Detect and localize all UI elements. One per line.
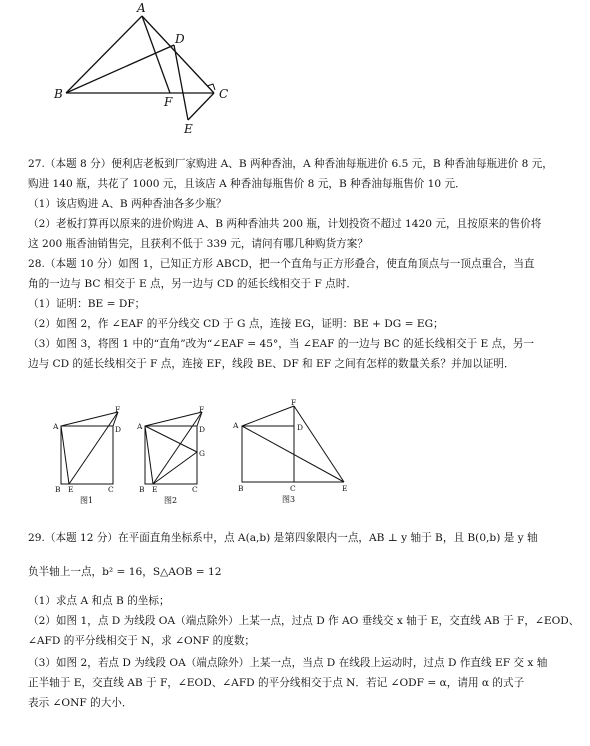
label-B: B bbox=[54, 87, 63, 101]
q28-line-5: （3）如图 3，将图 1 中的“直角”改为“∠EAF = 45°，当 ∠EAF 的一边与 BC 的延长线相交于 E 点，另一 bbox=[28, 338, 535, 350]
fig1-label-E: E bbox=[68, 485, 74, 494]
fig1-caption: 图1 bbox=[80, 496, 94, 505]
fig2-caption: 图2 bbox=[164, 496, 178, 505]
q29-line-4: （2）如图 1，点 D 为线段 OA（端点除外）上某一点，过点 D 作 AO 垂线交 x 轴于 E，交直线 AB 于 F，∠EOD、 bbox=[28, 615, 580, 627]
fig2-label-E: E bbox=[152, 485, 158, 494]
q28-line-1: 28.（本题 10 分）如图 1，已知正方形 ABCD，把一个直角与正方形叠合，使直角顶点与一顶点重合，当直 bbox=[28, 258, 535, 270]
q29-line-7: 正半轴于 E，交直线 AB 于 F，∠EOD、∠AFD 的平分线相交于点 N．若记 ∠ODF = α，请用 α 的式子 bbox=[28, 677, 525, 689]
label-E: E bbox=[184, 122, 193, 136]
q27-line-2: 购进 140 瓶，共花了 1000 元，且该店 A 种香油每瓶售价 8 元，B 种香油每瓶售价 10 元． bbox=[28, 178, 466, 190]
fig1-label-A: A bbox=[53, 422, 59, 431]
q29-line-2: 负半轴上一点，b² = 16，S△AOB = 12 bbox=[28, 566, 222, 578]
q29-line-5: ∠AFD 的平分线相交于 N，求 ∠ONF 的度数； bbox=[28, 635, 256, 647]
q27-line-1: 27.（本题 8 分）便利店老板到厂家购进 A、B 两种香油，A 种香油每瓶进价 6.5 元，B 种香油每瓶进价 8 元， bbox=[28, 158, 553, 170]
fig3-label-B: B bbox=[238, 484, 244, 493]
label-D: D bbox=[175, 32, 185, 46]
top-figure bbox=[50, 0, 240, 140]
q29-line-8: 表示 ∠ONF 的大小． bbox=[28, 697, 133, 709]
label-A: A bbox=[137, 1, 146, 15]
label-C: C bbox=[219, 87, 229, 101]
q28-line-4: （2）如图 2，作 ∠EAF 的平分线交 CD 于 G 点，连接 EG，证明：BE + DG = EG； bbox=[28, 318, 444, 330]
q29-line-1: 29.（本题 12 分）在平面直角坐标系中，点 A(a,b) 是第四象限内一点，AB ⊥ y 轴于 B，且 B(0,b) 是 y 轴 bbox=[28, 532, 538, 544]
fig2-label-A: A bbox=[137, 422, 143, 431]
fig2-label-C: C bbox=[192, 485, 198, 494]
fig1-label-F: F bbox=[115, 405, 121, 414]
q27-line-5: 这 200 瓶香油销售完，且获利不低于 339 元，请问有哪几种购货方案？ bbox=[28, 238, 368, 250]
q27-line-3: （1）该店购进 A、B 两种香油各多少瓶？ bbox=[28, 198, 227, 210]
fig3-caption: 图3 bbox=[282, 495, 296, 504]
fig3-label-D: D bbox=[297, 423, 304, 432]
q28-line-6: 边与 CD 的延长线相交于 F 点，连接 EF，线段 BE、DF 和 EF 之间有怎样的数量关系？并加以证明． bbox=[28, 358, 515, 370]
fig1-label-C: C bbox=[108, 485, 114, 494]
q27-line-4: （2）老板打算再以原来的进价购进 A、B 两种香油共 200 瓶，计划投资不超过 1420 元，且按原来的售价将 bbox=[28, 218, 542, 230]
fig2-label-B: B bbox=[139, 485, 145, 494]
fig2-label-G: G bbox=[199, 449, 205, 458]
fig2-label-D: D bbox=[199, 425, 206, 434]
label-F: F bbox=[164, 95, 173, 109]
q28-line-3: （1）证明：BE = DF； bbox=[28, 298, 146, 310]
fig3-label-E: E bbox=[342, 484, 348, 493]
fig3-label-A: A bbox=[233, 421, 239, 430]
q28-figure-1 bbox=[50, 404, 140, 508]
q29-line-6: （3）如图 2，若点 D 为线段 OA（端点除外）上某一点，当点 D 在线段上运动时，过点 D 作直线 EF 交 x 轴 bbox=[28, 657, 548, 669]
q28-figure-3 bbox=[228, 398, 358, 508]
fig3-label-C: C bbox=[290, 484, 296, 493]
fig1-label-D: D bbox=[115, 425, 122, 434]
q28-line-2: 角的一边与 BC 相交于 E 点，另一边与 CD 的延长线相交于 F 点时． bbox=[28, 278, 357, 290]
q28-figure-2 bbox=[134, 404, 224, 508]
fig2-label-F: F bbox=[199, 405, 205, 414]
q29-line-3: （1）求点 A 和点 B 的坐标； bbox=[28, 595, 170, 607]
fig3-label-F: F bbox=[291, 398, 297, 407]
fig1-label-B: B bbox=[55, 485, 61, 494]
